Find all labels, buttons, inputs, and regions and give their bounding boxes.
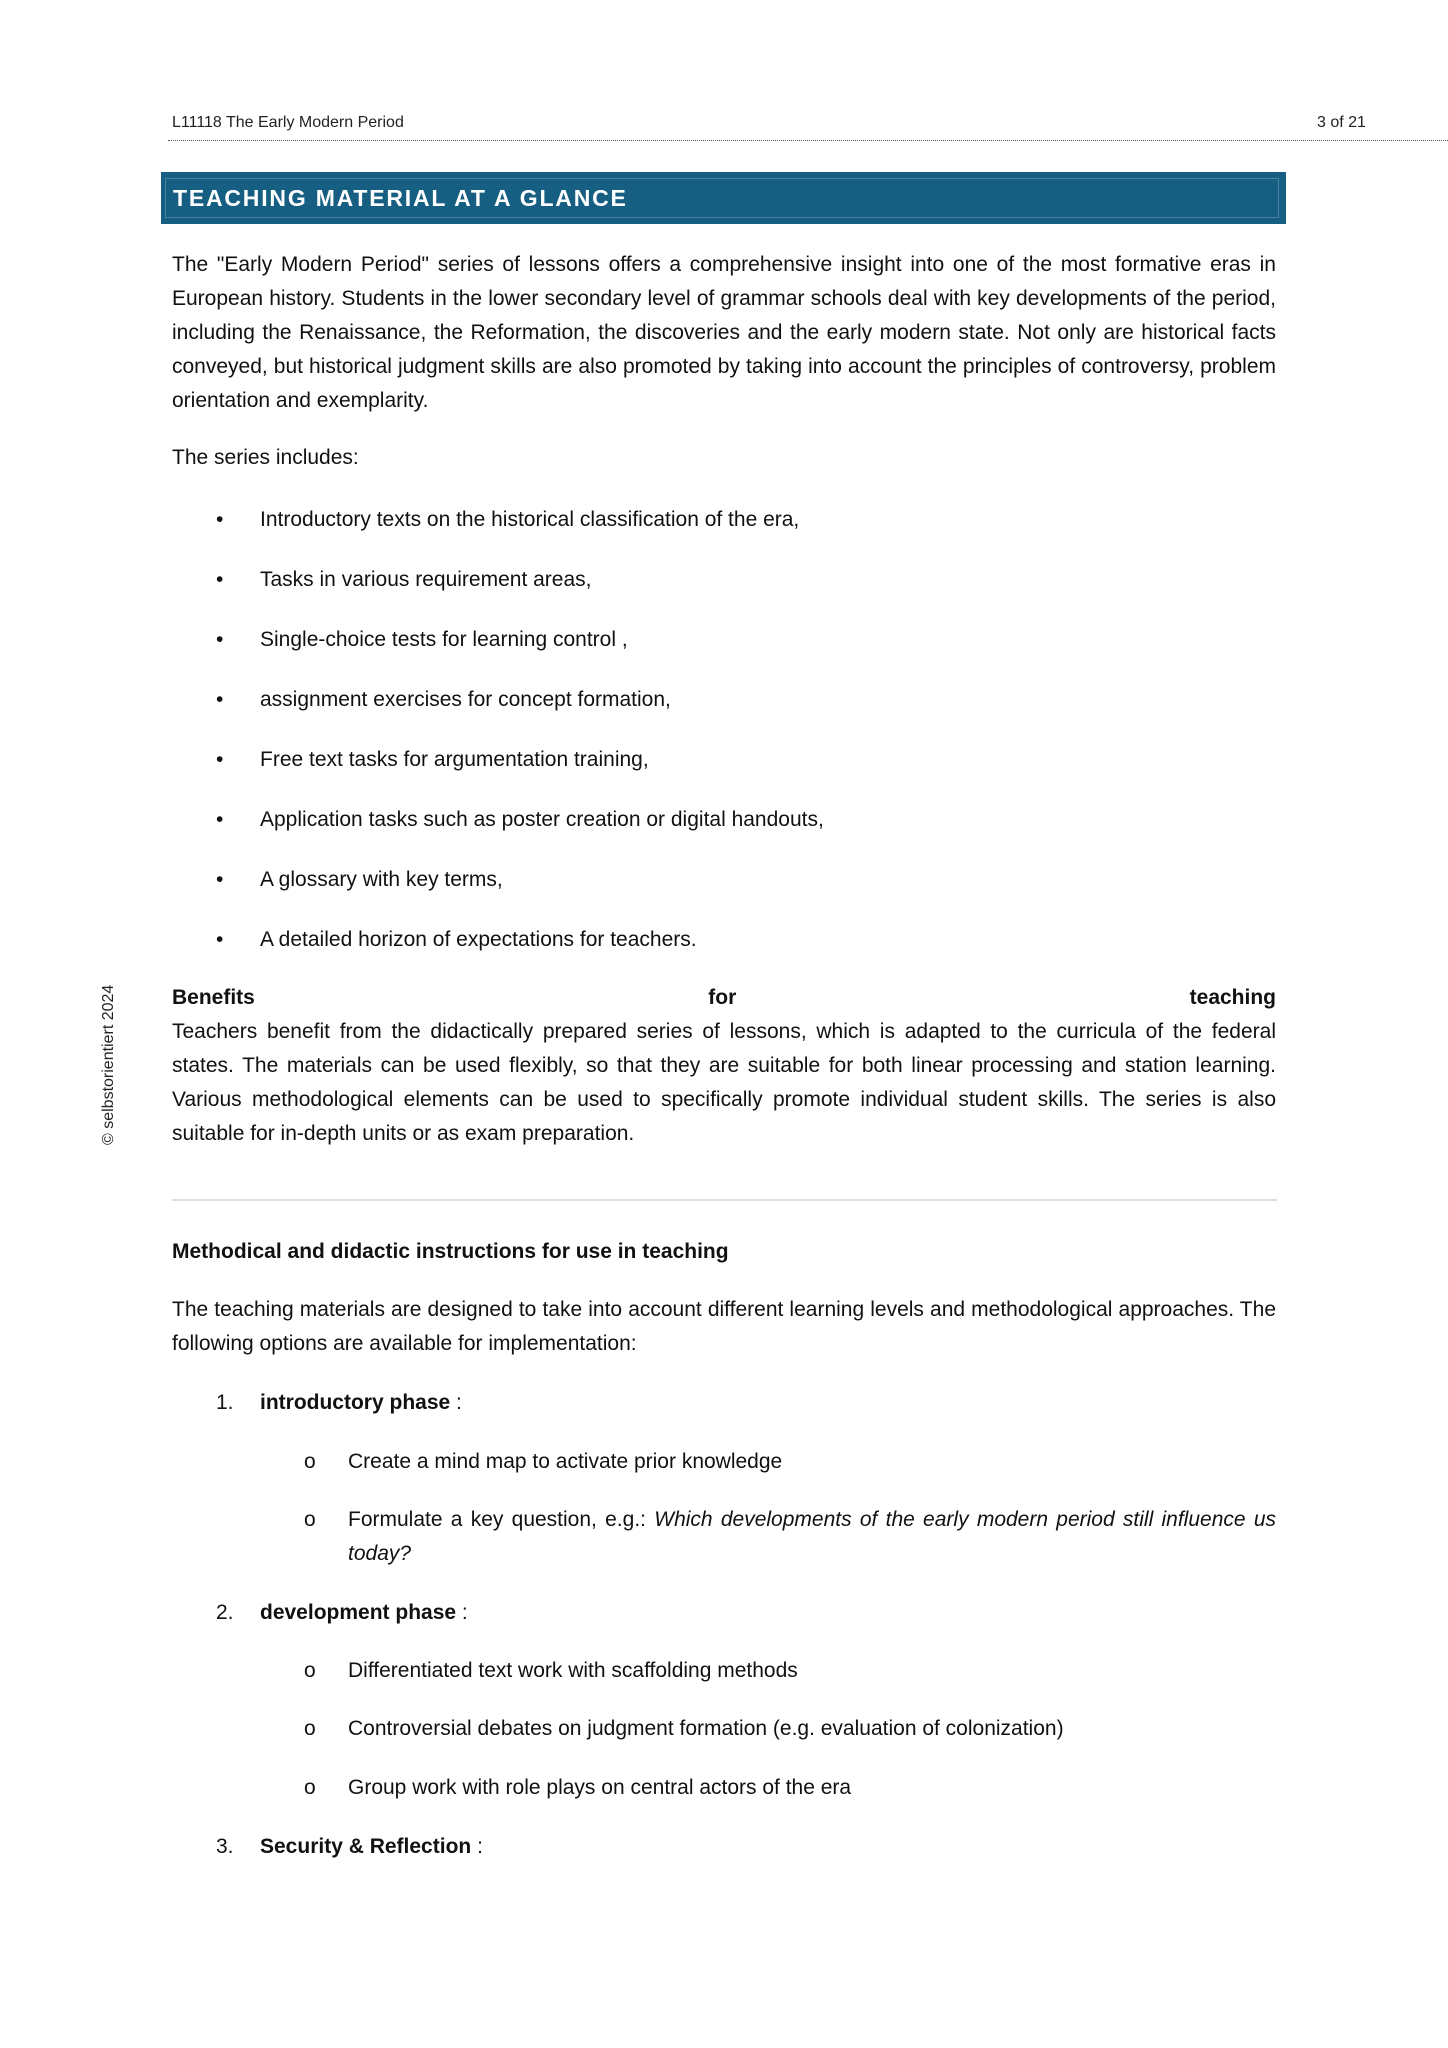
phase-label [260, 1830, 483, 1864]
list-item-text: assignment exercises for concept formation, [260, 688, 671, 711]
list-item-text: A detailed horizon of expectations for teachers. [260, 928, 697, 951]
phase-label-text: Security & Reflection [260, 1835, 472, 1858]
methods-paragraph: The teaching materials are designed to take into account different learning levels and methodological approaches. The following options are available for implementation: [172, 1298, 1276, 1355]
phase-number: 1. [216, 1391, 234, 1414]
list-item-text: Free text tasks for argumentation training, [260, 748, 649, 771]
bullet-icon: • [216, 808, 224, 831]
benefits-section [172, 981, 1276, 1151]
circle-bullet-icon: o [304, 1508, 316, 1531]
sub-list-item-text: Group work with role plays on central actors of the era [348, 1776, 852, 1799]
benefits-heading-word: teaching [1189, 986, 1276, 1009]
list-item-text: A glossary with key terms, [260, 868, 503, 891]
sub-list-item-text: Differentiated text work with scaffolding methods [348, 1659, 798, 1682]
phase-number: 2. [216, 1601, 234, 1624]
methods-heading-block [172, 1235, 1276, 1269]
bullet-icon: • [216, 928, 224, 951]
benefits-paragraph: Teachers benefit from the didactically prepared series of lessons, which is adapted to the curricula of the federal states. The materials can be used flexibly, so that they are suitable for both linear processing and station learning. Various methodological elements can be used to specifically promote individual student skills. The series is also suitable for in-depth units or as exam preparation. [172, 1020, 1276, 1145]
phase-label-text: development phase [260, 1601, 457, 1624]
phase-label [260, 1596, 468, 1630]
section-title: TEACHING MATERIAL AT A GLANCE [173, 185, 628, 211]
intro-paragraph: The "Early Modern Period" series of lessons offers a comprehensive insight into one of the most formative eras in European history. Students in the lower secondary level of grammar schools deal with key developments of the period, including the Renaissance, the Reformation, the discoveries and the early modern state. Not only are historical facts conveyed, but historical judgment skills are also promoted by taking into account the principles of controversy, problem orientation and exemplarity. [172, 253, 1276, 412]
bullet-icon: • [216, 568, 224, 591]
phase-label-suffix: : [456, 1601, 468, 1624]
circle-bullet-icon: o [304, 1717, 316, 1740]
phase-label-suffix: : [450, 1391, 462, 1414]
bullet-icon: • [216, 508, 224, 531]
list-item-text: Tasks in various requirement areas, [260, 568, 592, 591]
circle-bullet-icon: o [304, 1776, 316, 1799]
methods-intro-block [172, 1293, 1276, 1361]
sub-list-item-text [348, 1503, 1276, 1571]
circle-bullet-icon: o [304, 1659, 316, 1682]
phase-label [260, 1386, 462, 1420]
series-label: The series includes: [172, 446, 359, 469]
section-divider [172, 1199, 1277, 1201]
circle-bullet-icon: o [304, 1450, 316, 1473]
key-question-prefix: Formulate a key question, e.g.: [348, 1508, 655, 1531]
benefits-heading-word: for [708, 986, 737, 1009]
list-item-text: Introductory texts on the historical classification of the era, [260, 508, 800, 531]
list-item-text: Single-choice tests for learning control , [260, 628, 628, 651]
intro-section [172, 248, 1276, 418]
bullet-icon: • [216, 748, 224, 771]
sub-list-item-text: Controversial debates on judgment formation (e.g. evaluation of colonization) [348, 1717, 1064, 1740]
benefits-heading-word: Benefits [172, 986, 255, 1009]
document-title: L11118 The Early Modern Period [172, 114, 404, 131]
phase-label-suffix: : [471, 1835, 483, 1858]
series-label-block [172, 441, 1276, 475]
phase-number: 3. [216, 1835, 234, 1858]
bullet-icon: • [216, 688, 224, 711]
section-banner [161, 172, 1286, 224]
phase-label-text: introductory phase [260, 1391, 451, 1414]
bullet-icon: • [216, 628, 224, 651]
bullet-icon: • [216, 868, 224, 891]
list-item-text: Application tasks such as poster creation or digital handouts, [260, 808, 824, 831]
page-indicator: 3 of 21 [1317, 114, 1366, 131]
key-question-italic: Which developments of the early modern period still influence us today? [348, 1508, 1276, 1565]
methods-heading: Methodical and didactic instructions for use in teaching [172, 1240, 729, 1263]
sub-list-item-text: Create a mind map to activate prior knowledge [348, 1450, 783, 1473]
copyright-label: © selbstorientiert 2024 [100, 984, 117, 1145]
benefits-heading [172, 981, 1276, 1015]
page-header [168, 114, 1448, 141]
